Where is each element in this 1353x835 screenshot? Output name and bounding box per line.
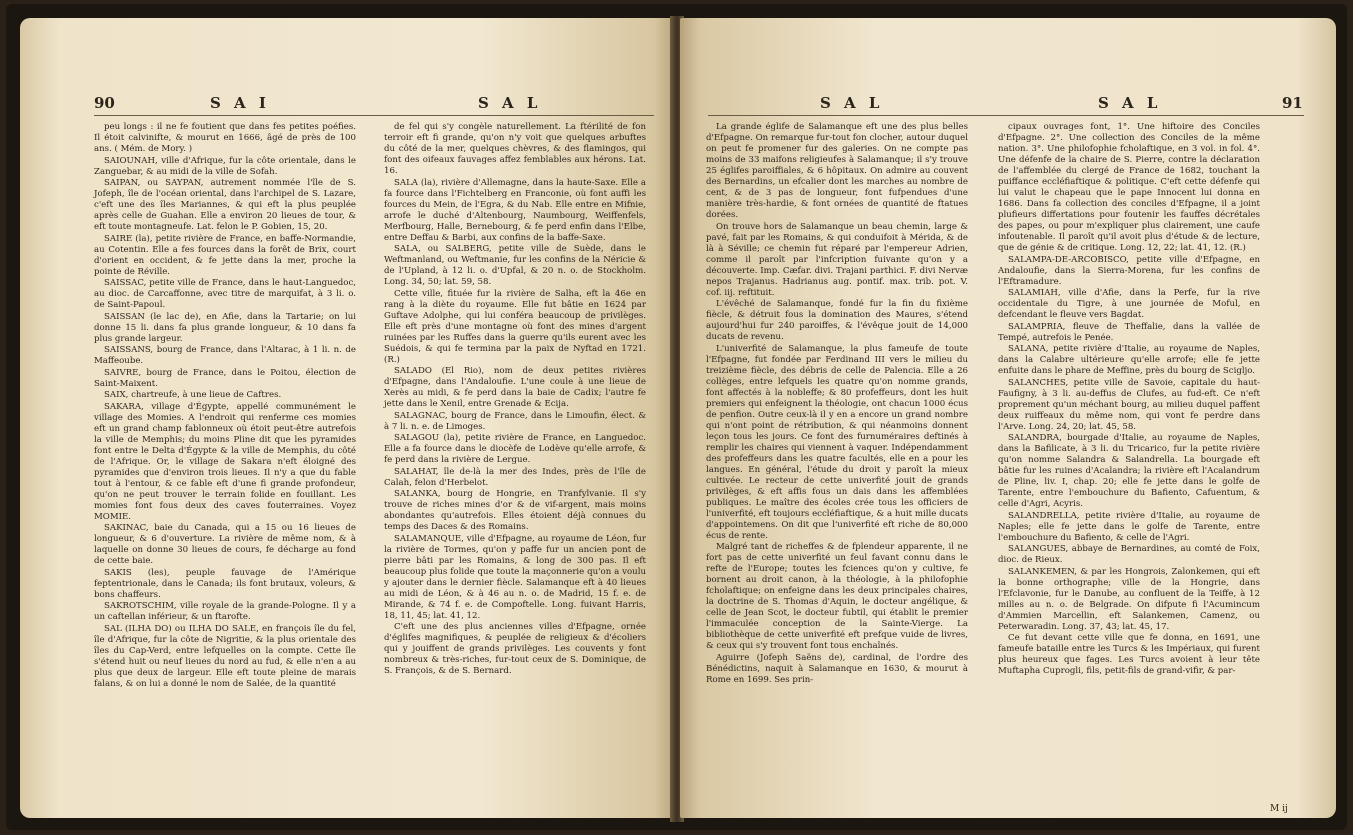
- paragraph: SAISSANS, bourg de France, dans l'Altarac, à 1 li. n. de Maffeoube.: [94, 345, 356, 366]
- paragraph: SAKROTSCHIM, ville royale de la grande-Pologne. Il y a un caftellan inférieur, & un ftarofte.: [94, 601, 356, 622]
- paragraph: C'eft une des plus anciennes villes d'Efpagne, ornée d'églifes magnifiques, & peuplée de religieux & d'écoliers qui y jouiffent de grands privilèges. Les couvents y font nombreux & très-riches, fur-tout ceux de S. Dominique, de S. François, & de S. Bernard.: [384, 622, 646, 676]
- page-number-left: 90: [94, 94, 115, 112]
- paragraph: SALAMPRIA, fleuve de Theffalie, dans la vallée de Tempé, autrefois le Penée.: [998, 321, 1260, 343]
- paragraph: SALA (la), rivière d'Allemagne, dans la haute-Saxe. Elle a fa fource dans l'Fichtelberg en Franconie, où font auffi les fources du Mein, de l'Egra, & du Nab. Elle entre en Mifnie, arrofe le duché d'Altenbourg, Naumbourg, Weiffenfels, Merfbourg, Halle, Bernebourg, & fe perd enfin dans l'Elbe, entre Deffau & Barbi, aux confins de la baffe-Saxe.: [384, 177, 646, 243]
- right-page: [680, 18, 1336, 818]
- paragraph: SALANDRA, bourgade d'Italie, au royaume de Naples, dans la Bafilicate, à 3 li. du Tricarico, fur la petite rivière qu'on nomme Salandra & Salandrella. La bourgade eft bâtie fur les ruines d'Acalandra; la rivière eft l'Acalandrum de Pline, liv. I, chap. 20; elle fe jette dans le golfe de Tarente, entre l'embouchure du Bafiento, Cafuentum, & celle d'Agri, Acyris.: [998, 433, 1260, 509]
- paragraph: Aguirre (Jofeph Saëns de), cardinal, de l'ordre des Bénédictins, naquit à Salamanque en 1630, & mourut à Rome en 1699. Ses prin-: [706, 652, 968, 685]
- paragraph: SAIPAN, ou SAYPAN, autrement nommée l'île de S. Jofeph, île de l'océan oriental, dans l'archipel de S. Lazare, c'eft une des îles Mariannes, & qui eft la plus peuplée après celle de Guahan. Elle a environ 20 lieues de tour, & eft toute montagneufe. Lat. felon le P. Gobien, 15, 20.: [94, 178, 356, 232]
- paragraph: SAIVRE, bourg de France, dans le Poitou, élection de Saint-Maixent.: [94, 367, 356, 389]
- paragraph: SALANKEMEN, & par les Hongrois, Zalonkemen, qui eft la bonne orthographe; ville de la Hongrie, dans l'Efclavonie, fur le Danube, au confluent de la Teiffe, à 12 milles au n. o. de Belgrade. On difpute fi l'Acumincum d'Ammien Marcellin, eft Salankemen, Camenz, ou Peterwaradin. Long. 37, 43; lat. 45, 17.: [998, 566, 1260, 632]
- paragraph: SALAGNAC, bourg de France, dans le Limoufin, élect. & à 7 li. n. e. de Limoges.: [384, 410, 646, 432]
- paragraph: SAIRE (la), petite rivière de France, en baffe-Normandie, au Cotentin. Elle a fes fources dans la forêt de Brix, court d'orient en occident, & fe jette dans la mer, proche la pointe de Réville.: [94, 233, 356, 277]
- running-head-right-1: S A L: [820, 94, 884, 112]
- paragraph: Cette ville, fituée fur la rivière de Salha, eft la 46e en rang à la diète du royaume. Elle fut bâtie en 1624 par Guftave Adolphe, qui lui conféra beaucoup de privilèges. Elle eft près d'une montagne où font des mines d'argent ruinées par les Ruffes dans la guerre qu'ils eurent avec les Suédois, & qui fe termina par la paix de Nyftad en 1721. (R.): [384, 288, 646, 365]
- paragraph: SAIOUNAH, ville d'Afrique, fur la côte orientale, dans le Zanguebar, & au midi de la ville de Sofah.: [94, 155, 356, 177]
- paragraph: SALAGOU (la), petite rivière de France, en Languedoc. Elle a fa fource dans le diocèfe de Lodève qu'elle arrofe, & fe perd dans la rivière de Lergue.: [384, 433, 646, 465]
- paragraph: On trouve hors de Salamanque un beau chemin, large & pavé, fait par les Romains, & qui conduifoit à Mérida, & de là à Séville; ce chemin fut réparé par l'empereur Adrien, comme il paroît par l'infcription fuivante qu'on y a découverte. Imp. Cæfar. divi. Trajani parthici. F. divi Nervæ nepos Trajanus. Hadrianus aug. pontif. max. trib. pot. V. cof. iij. reftituit.: [706, 221, 968, 298]
- paragraph: SAISSAC, petite ville de France, dans le haut-Languedoc, au dioc. de Carcaffonne, avec titre de marquifat, à 3 li. o. de Saint-Papoul.: [94, 278, 356, 310]
- paragraph: Malgré tant de richeffes & de fplendeur apparente, il ne fort pas de cette univerfité un feul favant connu dans le refte de l'Europe; toutes les fciences qu'on y cultive, fe bornent au droit canon, à la théologie, à la philofophie fcholaftique; on enfeigne dans les deux principales chaires, la doctrine de S. Thomas d'Aquin, le docteur angélique, & celle de Jean Scot, le docteur fubtil, qui établit le premier l'immaculée conception de la Sainte-Vierge. La bibliothèque de cette univerfité eft prefque vuide de livres, & ceux qui s'y trouvent font tous enchaînés.: [706, 542, 968, 651]
- page-number-right: 91: [1282, 94, 1303, 112]
- column-left-2: [384, 122, 646, 678]
- paragraph: SAL (ILHA DO) ou ILHA DO SALE, en françois île du fel, île d'Afrique, fur la côte de Nigritie, & la plus orientale des îles du Cap-Verd, entre lefquelles on la compte. Cette île s'étend huit ou neuf lieues du nord au fud, & elle n'en a au plus que deux de largeur. Elle eft toute pleine de marais falans, & on lui a donné le nom de Salée, de la quantité: [94, 623, 356, 689]
- paragraph: SAKIS (les), peuple fauvage de l'Amérique feptentrionale, dans le Canada; ils font brutaux, voleurs, & bons chaffeurs.: [94, 567, 356, 600]
- paragraph: Ce fut devant cette ville que fe donna, en 1691, une fameufe bataille entre les Turcs & les Impériaux, qui furent plus heureux que fages. Les Turcs avoient à leur tête Muftapha Cuprogli, fils, petit-fils de grand-vifir, & par-: [998, 633, 1260, 676]
- paragraph: SALANGUES, abbaye de Bernardines, au comté de Foix, dioc. de Rieux.: [998, 544, 1260, 565]
- paragraph: SALANDRELLA, petite rivière d'Italie, au royaume de Naples; elle fe jette dans le golfe de Tarente, entre l'embouchure du Bafiento, & celle de l'Agri.: [998, 510, 1260, 543]
- paragraph: SALANA, petite rivière d'Italie, au royaume de Naples, dans la Calabre ultérieure qu'elle arrofe; elle fe jette enfuite dans le phare de Meffine, près du bourg de Scigljo.: [998, 344, 1260, 376]
- paragraph: SAISSAN (le lac de), en Afie, dans la Tartarie; on lui donne 15 li. dans fa plus grande longueur, & 10 dans fa plus grande largeur.: [94, 311, 356, 344]
- paragraph: SAIX, chartreufe, à une lieue de Caftres.: [104, 390, 282, 400]
- paragraph: L'univerfité de Salamanque, la plus fameufe de toute l'Efpagne, fut fondée par Ferdinand III vers le milieu du treizième fiècle, des débris de celle de Palencia. Elle a 26 collèges, entre lefquels les quatre qu'on nomme grands, font affectés à la nobleffe; & 80 profeffeurs, dont les huit premiers qui enfeignent la théologie, ont chacun 1000 écus de penfion. Outre ceux-là il y en a encore un grand nombre qui n'ont point de rétribution, & qui néanmoins donnent leçon tous les jours. Ce font des furnuméraires deftinés à remplir les chaires qui viennent à vaquer. Indépendamment des profeffeurs dans les quatre facultés, elle en a pour les langues. En général, l'étude du droit y paroît la mieux cultivée. Le recteur de cette univerfité jouit de grands privilèges, & eft affis fous un dais dans les affemblées publiques. Le maître des écoles crée tous les officiers de l'univerfité, eft toujours eccléfiaftique, & a huit mille ducats d'appointemens. On dit que l'univerfité eft riche de 80,000 écus de rente.: [706, 343, 968, 541]
- paragraph: SALADO (El Rio), nom de deux petites rivières d'Efpagne, dans l'Andaloufie. L'une coule à une lieue de Xerès au midi, & fe perd dans la baie de Cadix; l'autre fe jette dans le Xenil, entre Grenade & Ecija.: [384, 366, 646, 409]
- column-right-1: [706, 122, 968, 686]
- signature-mark: M ij: [1270, 804, 1288, 814]
- paragraph: SALA, ou SALBERG, petite ville de Suède, dans le Weftmanland, ou Weftmanie, fur les confins de la Néricie & de l'Upland, à 12 li. o. d'Upfal, & 20 n. o. de Stockholm. Long. 34, 50; lat. 59, 58.: [384, 244, 646, 287]
- open-book: [6, 4, 1347, 830]
- paragraph: La grande églife de Salamanque eft une des plus belles d'Efpagne. On remarque fur-tout fon clocher, autour duquel on peut fe promener fur des galeries. On ne compte pas moins de 33 maifons religieufes à Salamanque; il s'y trouve 25 églifes paroiffiales, & 6 hôpitaux. On admire au couvent des Bernardins, un efcalier dont les marches au nombre de cent, & de 3 pas de longueur, font fufpendues d'une manière très-hardie, & font ornées de quantité de ftatues dorées.: [706, 122, 968, 220]
- paragraph: de fel qui s'y congèle naturellement. La ftérilité de fon terroir eft fi grande, qu'on n'y voit que quelques arbuftes du côté de la mer, quelques chèvres, & des flamingos, qui font des oifeaux fauvages affez femblables aux hérons. Lat. 16.: [384, 122, 646, 176]
- running-head-left-1: S A I: [210, 94, 270, 112]
- paragraph: SALAHAT, île de-là la mer des Indes, près de l'île de Calah, felon d'Herbelot.: [384, 466, 646, 488]
- column-left-1: [94, 122, 356, 690]
- paragraph: SALAMIAH, ville d'Afie, dans la Perfe, fur la rive occidentale du Tigre, à une journée de Moful, en defcendant le fleuve vers Bagdat.: [998, 288, 1260, 320]
- paragraph: SALANCHES, petite ville de Savoie, capitale du haut-Faufigny, à 3 li. au-deffus de Clufes, au fud-eft. Ce n'eft proprement qu'un méchant bourg, au milieu duquel paffent deux ruiffeaux du même nom, qui vont fe perdre dans l'Arve. Long. 24, 20; lat. 45, 58.: [998, 377, 1260, 432]
- paragraph: SALAMANQUE, ville d'Efpagne, au royaume de Léon, fur la rivière de Tormes, qu'on y paffe fur un ancien pont de pierre bâti par les Romains, & long de 300 pas. Il eft beaucoup plus folide que toute la maçonnerie qu'on a voulu y ajouter dans le dernier fiècle. Salamanque eft à 40 lieues au midi de Léon, & à 46 au n. o. de Madrid, 15 f. e. de Mirande, & 74 f. e. de Compoftelle. Long. fuivant Harris, 18, 11, 45; lat. 41, 12.: [384, 533, 646, 621]
- paragraph: cipaux ouvrages font, 1°. Une hiftoire des Conciles d'Efpagne. 2°. Une collection des Conciles de la même nation. 3°. Une philofophie fcholaftique, en 3 vol. in fol. 4°. Une défenfe de la chaire de S. Pierre, contre la déclaration de l'affemblée du clergé de France de 1682, touchant la puiffance eccléfiaftique & politique. C'eft cette défenfe qui lui valut le chapeau que le pape Innocent lui donna en 1686. Dans fa collection des conciles d'Efpagne, il a joint plufieurs differtations pour foutenir les fauffes décrétales des papes, ou pour m'expliquer plus clairement, une caufe infoutenable. Il paroît qu'il avoit plus d'étude & de lecture, que de génie & de critique. Long. 12, 22; lat. 41, 12. (R.): [998, 122, 1260, 253]
- running-head-left-2: S A L: [478, 94, 542, 112]
- paragraph: L'évêché de Salamanque, fondé fur la fin du fixième fiècle, & détruit fous la domination des Maures, s'étend aujourd'hui fur 240 paroiffes, & l'évêque jouit de 14,000 ducats de revenu.: [706, 299, 968, 342]
- left-page: [20, 18, 674, 818]
- running-head-right-2: S A L: [1098, 94, 1162, 112]
- header-rule: [94, 115, 654, 116]
- paragraph: SALAMPA-DE-ARCOBISCO, petite ville d'Efpagne, en Andaloufie, dans la Sierra-Morena, fur les confins de l'Eftramadure.: [998, 254, 1260, 287]
- paragraph: peu longs : il ne fe foutient que dans fes petites poéfies. Il étoit calvinifte, & mourut en 1666, âgé de près de 100 ans. ( Mém. de Mory. ): [94, 122, 356, 154]
- column-right-2: [998, 122, 1260, 678]
- paragraph: SAKINAC, baie du Canada, qui a 15 ou 16 lieues de longueur, & 6 d'ouverture. La rivière de même nom, & à laquelle on donne 30 lieues de cours, fe décharge au fond de cette baie.: [94, 523, 356, 566]
- paragraph: SALANKA, bourg de Hongrie, en Tranfylvanie. Il s'y trouve de riches mines d'or & de vif-argent, mais moins abondantes qu'autrefois. Elles étoient déjà connues du temps des Daces & des Romains.: [384, 489, 646, 532]
- header-rule: [708, 115, 1304, 116]
- paragraph: SAKARA, village d'Égypte, appellé communément le village des Momies. A l'endroit qui renferme ces momies eft un grand champ fablonneux où étoit peut-être autrefois la ville de Memphis; du moins Pline dit que les pyramides font entre le Delta d'Égypte & la ville de Memphis, du côté de l'Afrique. Or, le village de Sakara n'eft éloigné des pyramides que d'environ trois lieues. Il n'y a que du fable tout à l'entour, & ce fable eft d'une fi grande profondeur, qu'on ne peut trouver le terrain folide en fouillant. Les momies font fous deux des caves fouterraines. Voyez MOMIE.: [94, 401, 356, 522]
